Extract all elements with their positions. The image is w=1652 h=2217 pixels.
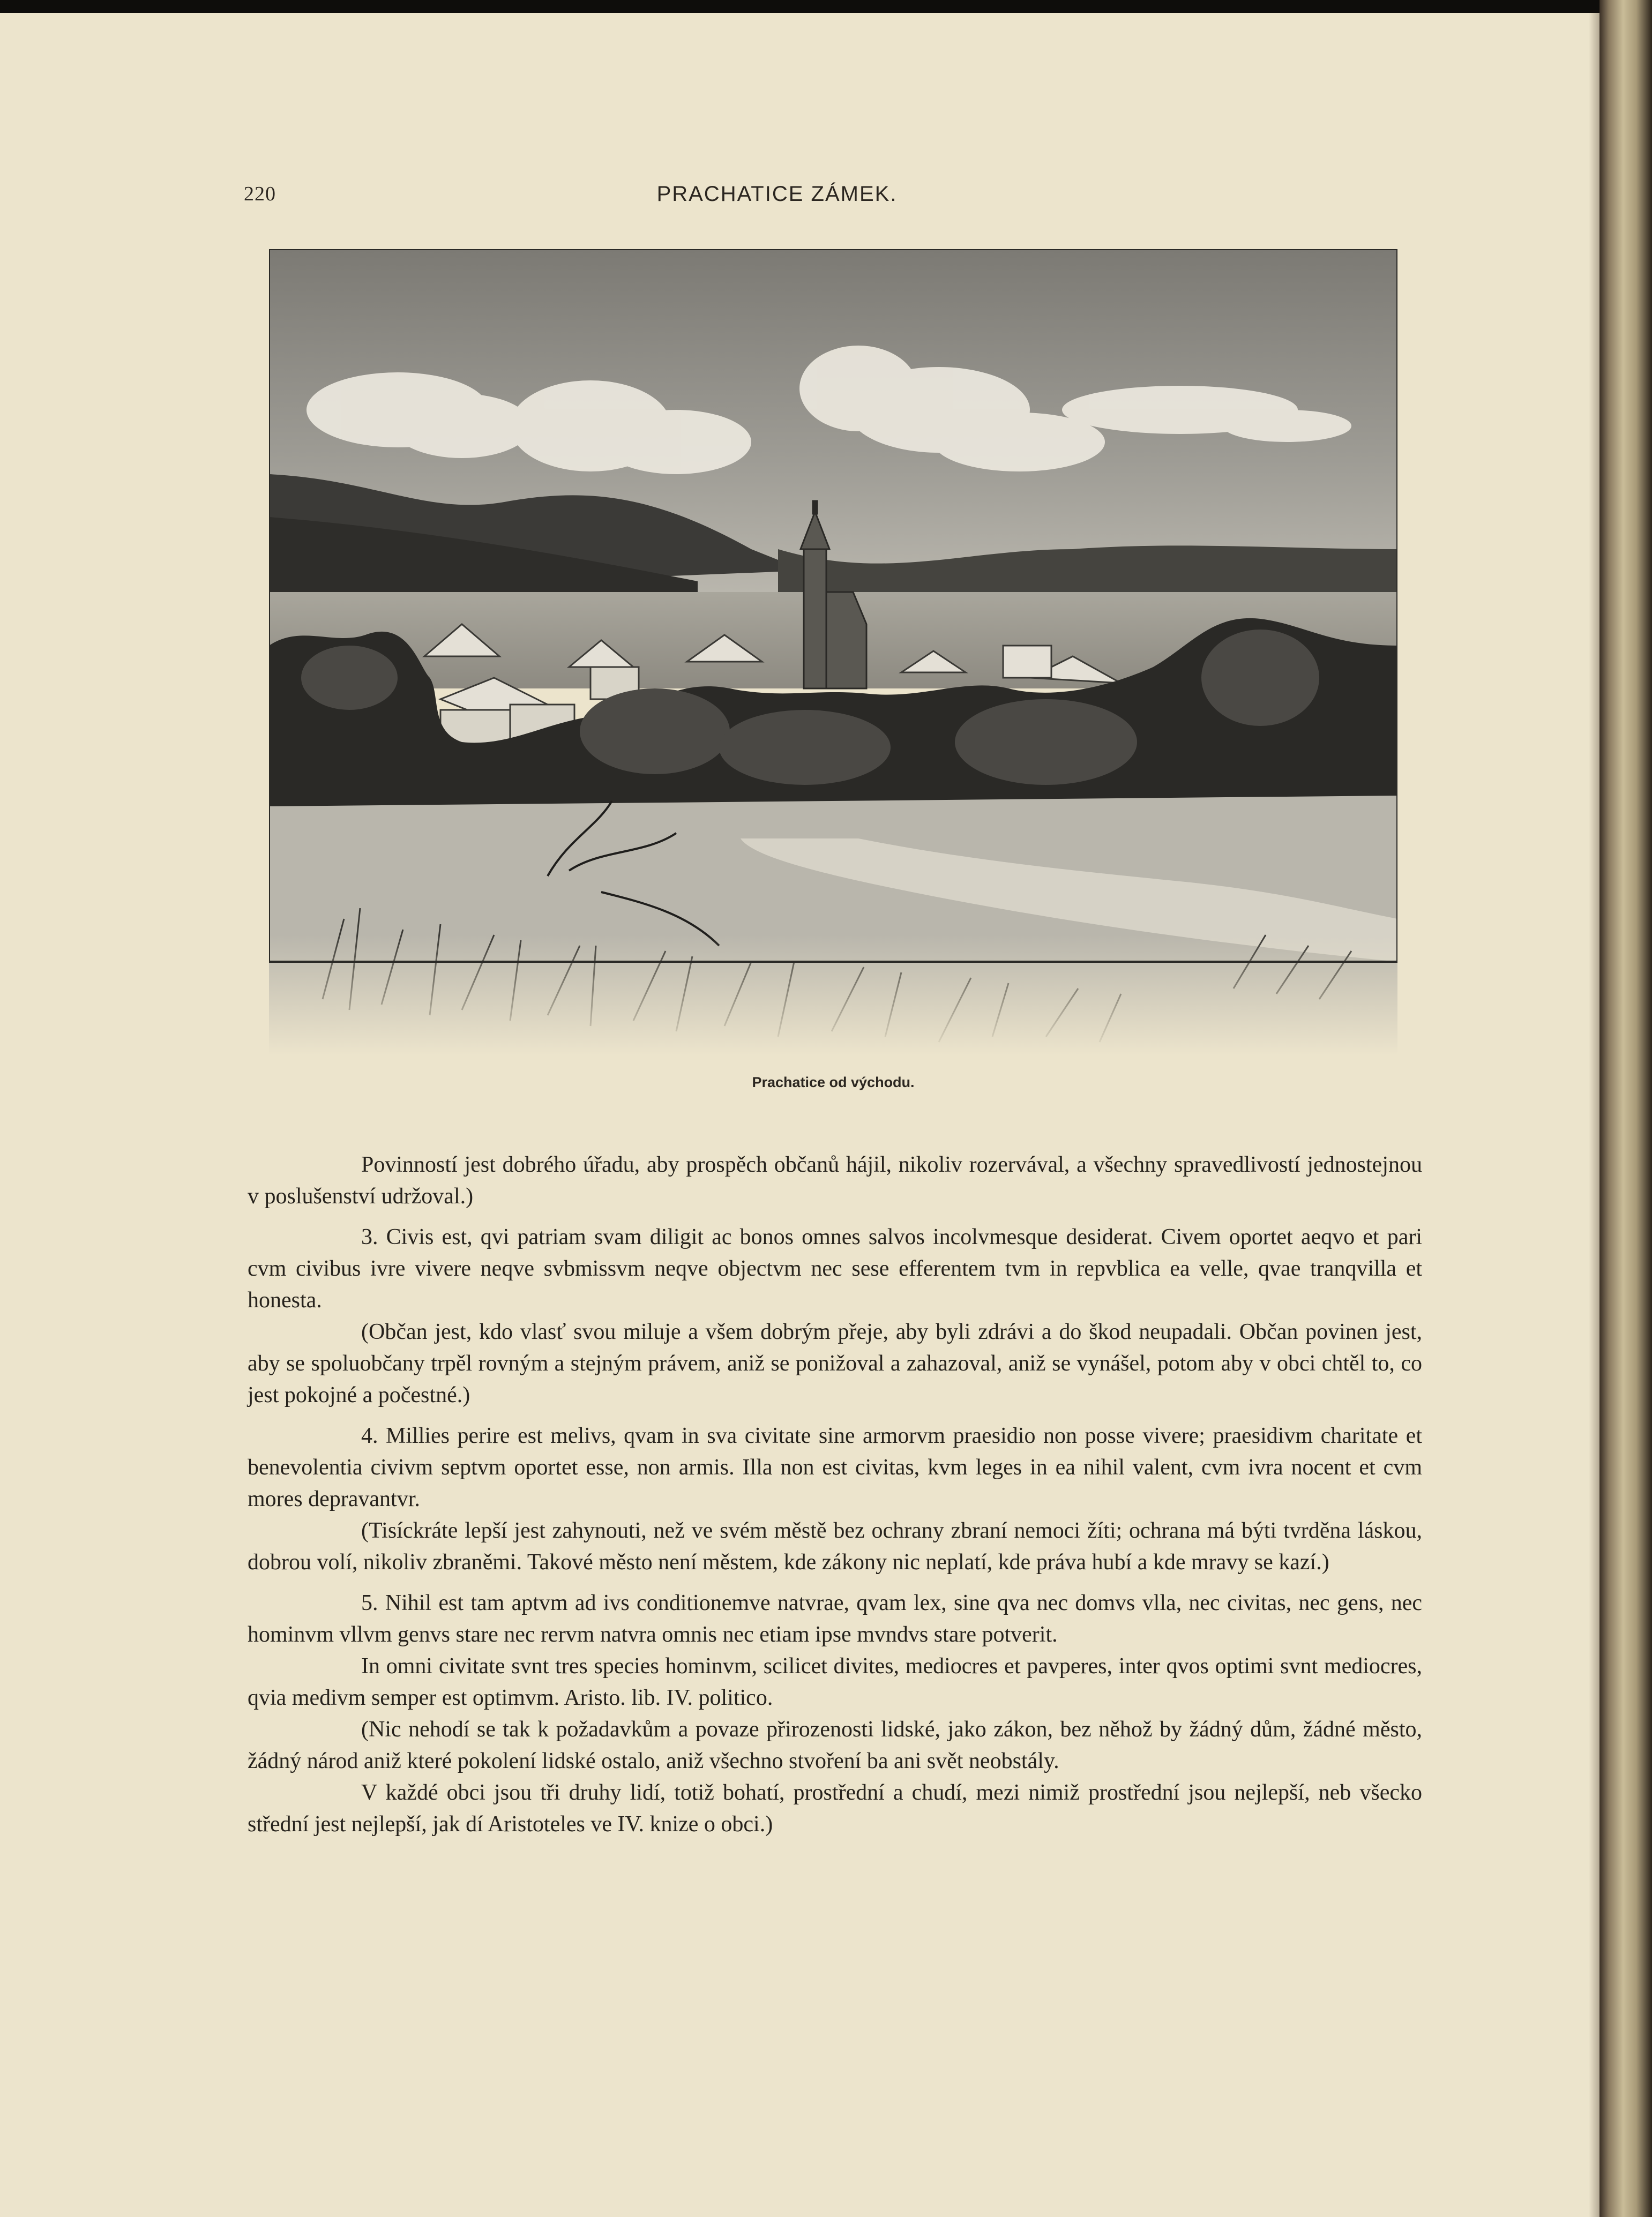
engraving-image: [269, 249, 1397, 1055]
paragraph: (Občan jest, kdo vlasť svou miluje a všem dobrým přeje, aby byli zdrávi a do škod neupadali. Občan povinen jest, aby se spoluobčany trpěl rovným a stejným právem, aniž se ponižoval a zahazoval, aniž se vynášel, potom aby v obci chtěl to, co jest pokojné a počestné.): [248, 1320, 1422, 1407]
body-text: [248, 1149, 1422, 1849]
section-title: PRACHATICE ZÁMEK.: [656, 182, 898, 206]
paragraph: 4. Millies perire est melivs, qvam in sva civitate sine armorvm praesidio non posse vivere; praesidivm charitate et benevolentia civivm septvm oportet esse, non armis. Illa non est civitas, kvm leges in ea nihil valent, cvm ivra nocent et cvm mores depravantvr.: [248, 1424, 1422, 1511]
book-edge: [1599, 0, 1652, 2217]
paragraph: V každé obci jsou tři druhy lidí, totiž bohatí, prostřední a chudí, mezi nimiž prostřední jsou nejlepší, neb všecko střední jest nejlepší, jak dí Aristoteles ve IV. knize o obci.): [248, 1780, 1422, 1837]
paragraph: (Tisíckráte lepší jest zahynouti, než ve svém městě bez ochrany zbraní nemoci žíti; ochrana má býti tvrděna láskou, dobrou volí, nikoliv zbraněmi. Takové město není městem, kde zákony nic neplatí, kde práva hubí a kde mravy se kazí.): [248, 1518, 1422, 1575]
paragraph: 3. Civis est, qvi patriam svam diligit ac bonos omnes salvos incolvmesque desiderat. Civem oportet aeqvo et pari cvm civibus ivre vivere neqve svbmissvm neqve objectvm nec sese efferentem tvm in repvblica ea velle, qvae tranqvilla et honesta.: [248, 1225, 1422, 1313]
illustration-caption: Prachatice od východu.: [752, 1074, 915, 1090]
landscape-engraving: [269, 249, 1397, 1055]
paragraph: Povinností jest dobrého úřadu, aby prospěch občanů hájil, nikoliv rozervával, a všechny spravedlivostí jednostejnou v poslušenství udržoval.): [248, 1152, 1422, 1209]
paragraph: (Nic nehodí se tak k požadavkům a povaze přirozenosti lidské, jako zákon, bez něhož by žádný dům, žádné město, žádný národ aniž které pokolení lidské ostalo, aniž všechno stvoření ba ani svět neobstály.: [248, 1717, 1422, 1773]
page-number: 220: [244, 183, 276, 205]
paragraph: 5. Nihil est tam aptvm ad ivs conditionemve natvrae, qvam lex, sine qva nec domvs vlla, nec civitas, nec gens, nec hominvm vllvm genvs stare nec rervm natvra omnis nec etiam ipse mvndvs stare potverit.: [248, 1591, 1422, 1647]
paragraph: In omni civitate svnt tres species hominvm, scilicet divites, mediocres et pavperes, inter qvos optimi svnt mediocres, qvia medivm semper est optimvm. Aristo. lib. IV. politico.: [248, 1654, 1422, 1710]
page-gutter-shadow: [1589, 13, 1601, 2217]
running-head: [0, 182, 1608, 214]
